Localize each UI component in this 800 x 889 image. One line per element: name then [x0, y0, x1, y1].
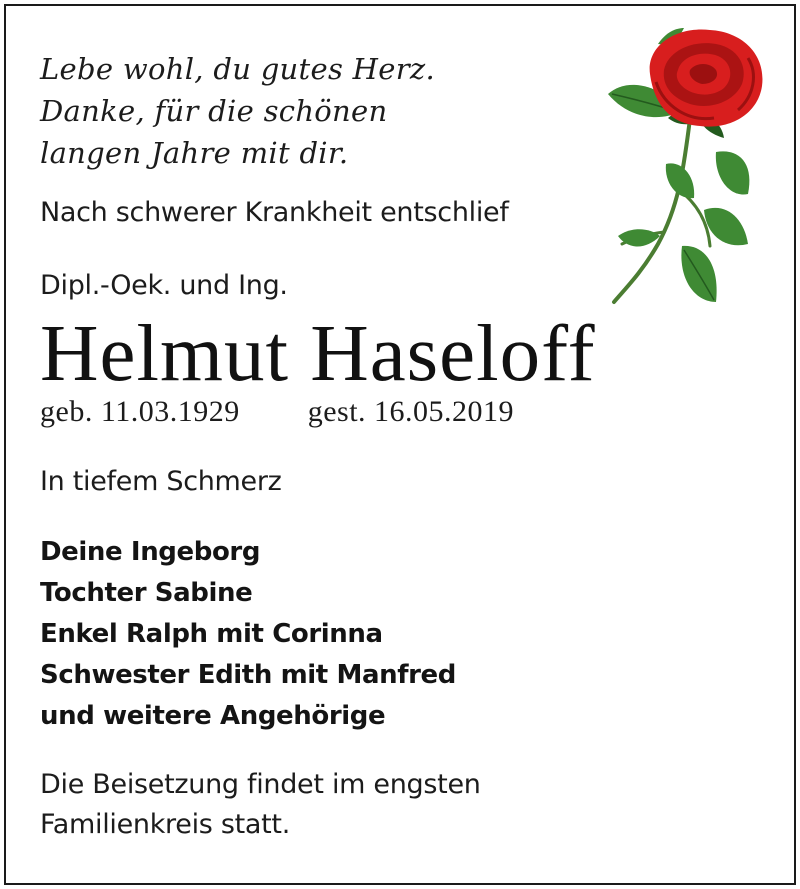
mourner: Deine Ingeborg — [40, 537, 261, 567]
academic-title: Dipl.-Oek. und Ing. — [40, 270, 288, 301]
mourners-list — [40, 532, 456, 737]
life-dates — [40, 395, 514, 429]
death-intro: Nach schwerer Krankheit entschlief — [40, 197, 509, 228]
deceased-name: Helmut Haseloff — [40, 308, 596, 398]
mourner: Tochter Sabine — [40, 578, 253, 608]
mourner: Schwester Edith mit Manfred — [40, 660, 456, 690]
mourner: Enkel Ralph mit Corinna — [40, 619, 383, 649]
poem — [40, 48, 435, 174]
poem-line: Danke, für die schönen — [40, 94, 388, 128]
burial-line: Die Beisetzung findet im engsten — [40, 769, 481, 800]
death-date: gest. 16.05.2019 — [307, 395, 515, 428]
burial-notice — [40, 765, 481, 845]
mourner: und weitere Angehörige — [40, 701, 386, 731]
poem-line: Lebe wohl, du gutes Herz. — [40, 52, 435, 86]
burial-line: Familienkreis statt. — [40, 809, 290, 840]
birth-date: geb. 11.03.1929 — [40, 395, 240, 428]
red-rose-icon — [598, 14, 794, 314]
poem-line: langen Jahre mit dir. — [40, 136, 349, 170]
mourning-intro: In tiefem Schmerz — [40, 466, 282, 497]
